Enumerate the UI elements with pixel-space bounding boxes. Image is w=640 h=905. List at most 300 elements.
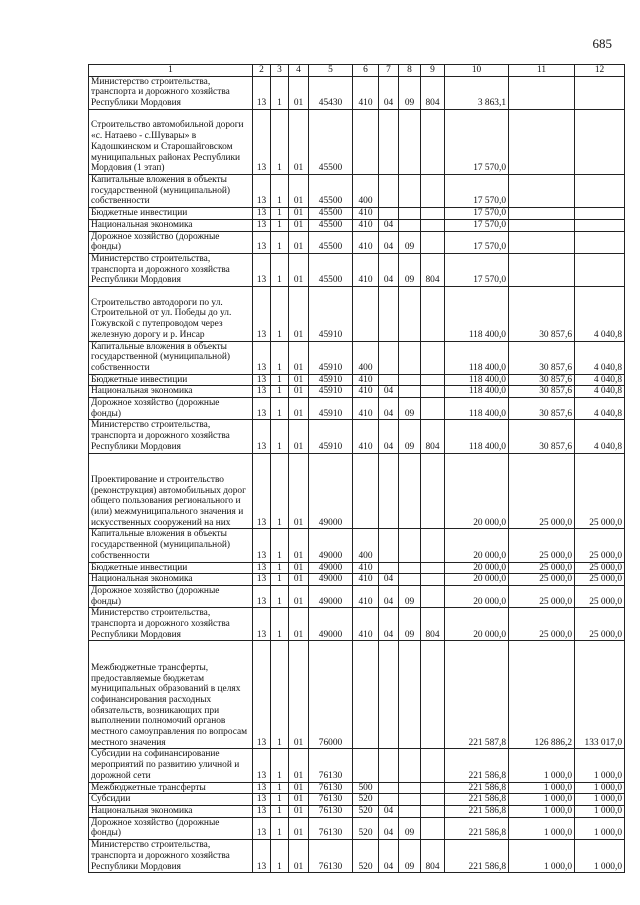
cell-col-10: 118 400,0 bbox=[445, 374, 509, 386]
cell-col-10: 20 000,0 bbox=[445, 574, 509, 586]
cell-col-5: 49000 bbox=[309, 453, 353, 529]
cell-col-9 bbox=[421, 374, 445, 386]
table-row bbox=[89, 287, 625, 342]
table-row bbox=[89, 109, 625, 174]
cell-col-6: 410 bbox=[353, 420, 379, 453]
cell-col-3: 1 bbox=[271, 453, 289, 529]
cell-col-12: 25 000,0 bbox=[575, 585, 625, 607]
cell-col-5: 45910 bbox=[309, 374, 353, 386]
cell-col-11: 25 000,0 bbox=[509, 562, 575, 574]
cell-col-8 bbox=[399, 287, 421, 342]
cell-col-6 bbox=[353, 641, 379, 749]
cell-col-2: 13 bbox=[253, 574, 271, 586]
cell-col-7 bbox=[379, 175, 399, 208]
cell-col-12: 133 017,0 bbox=[575, 641, 625, 749]
column-header-8: 8 bbox=[399, 65, 421, 77]
cell-col-12: 1 000,0 bbox=[575, 806, 625, 818]
cell-col-12: 25 000,0 bbox=[575, 574, 625, 586]
cell-col-6: 500 bbox=[353, 782, 379, 794]
cell-col-6: 410 bbox=[353, 398, 379, 420]
cell-col-8 bbox=[399, 374, 421, 386]
cell-col-6: 520 bbox=[353, 840, 379, 873]
cell-col-2: 13 bbox=[253, 398, 271, 420]
table-row bbox=[89, 208, 625, 220]
cell-col-4: 01 bbox=[289, 287, 309, 342]
column-header-6: 6 bbox=[353, 65, 379, 77]
cell-col-9 bbox=[421, 794, 445, 806]
cell-col-6: 410 bbox=[353, 231, 379, 253]
cell-col-12: 1 000,0 bbox=[575, 749, 625, 782]
cell-col-3: 1 bbox=[271, 782, 289, 794]
cell-col-7 bbox=[379, 794, 399, 806]
cell-col-2: 13 bbox=[253, 529, 271, 562]
cell-col-12: 4 040,8 bbox=[575, 398, 625, 420]
cell-col-8 bbox=[399, 749, 421, 782]
cell-col-4: 01 bbox=[289, 386, 309, 398]
cell-col-2: 13 bbox=[253, 641, 271, 749]
row-label: Национальная экономика bbox=[89, 574, 253, 586]
cell-col-9 bbox=[421, 749, 445, 782]
cell-col-5: 45500 bbox=[309, 219, 353, 231]
cell-col-12: 4 040,8 bbox=[575, 341, 625, 374]
cell-col-10: 221 586,8 bbox=[445, 749, 509, 782]
cell-col-10: 17 570,0 bbox=[445, 175, 509, 208]
cell-col-7: 04 bbox=[379, 817, 399, 839]
cell-col-8: 09 bbox=[399, 398, 421, 420]
cell-col-10: 3 863,1 bbox=[445, 76, 509, 109]
cell-col-9 bbox=[421, 574, 445, 586]
cell-col-11: 30 857,6 bbox=[509, 341, 575, 374]
cell-col-12 bbox=[575, 76, 625, 109]
row-label: Строительство автодороги по ул. Строительной от ул. Победы до ул. Гожувской с путепроводом через железную дорогу и р. Инсар bbox=[89, 287, 253, 342]
row-label: Капитальные вложения в объекты государственной (муниципальной) собственности bbox=[89, 175, 253, 208]
row-label: Капитальные вложения в объекты государственной (муниципальной) собственности bbox=[89, 529, 253, 562]
cell-col-12: 4 040,8 bbox=[575, 287, 625, 342]
cell-col-5: 76130 bbox=[309, 817, 353, 839]
cell-col-3: 1 bbox=[271, 76, 289, 109]
column-header-7: 7 bbox=[379, 65, 399, 77]
cell-col-9 bbox=[421, 817, 445, 839]
cell-col-10: 221 586,8 bbox=[445, 840, 509, 873]
cell-col-5: 76130 bbox=[309, 806, 353, 818]
cell-col-4: 01 bbox=[289, 794, 309, 806]
cell-col-8 bbox=[399, 109, 421, 174]
cell-col-5: 49000 bbox=[309, 562, 353, 574]
cell-col-5: 76130 bbox=[309, 782, 353, 794]
cell-col-10: 221 586,8 bbox=[445, 782, 509, 794]
cell-col-4: 01 bbox=[289, 749, 309, 782]
cell-col-8 bbox=[399, 641, 421, 749]
table-row bbox=[89, 806, 625, 818]
cell-col-10: 118 400,0 bbox=[445, 341, 509, 374]
cell-col-3: 1 bbox=[271, 386, 289, 398]
cell-col-12: 4 040,8 bbox=[575, 386, 625, 398]
cell-col-2: 13 bbox=[253, 175, 271, 208]
cell-col-10: 17 570,0 bbox=[445, 109, 509, 174]
cell-col-8 bbox=[399, 175, 421, 208]
cell-col-2: 13 bbox=[253, 341, 271, 374]
cell-col-8: 09 bbox=[399, 608, 421, 641]
cell-col-2: 13 bbox=[253, 253, 271, 286]
cell-col-6 bbox=[353, 453, 379, 529]
cell-col-3: 1 bbox=[271, 749, 289, 782]
cell-col-3: 1 bbox=[271, 287, 289, 342]
cell-col-5: 49000 bbox=[309, 608, 353, 641]
cell-col-9 bbox=[421, 398, 445, 420]
row-label: Проектирование и строительство (реконструкция) автомобильных дорог общего пользования регионального и (или) межмуниципального значения и искусственных сооружений на них bbox=[89, 453, 253, 529]
cell-col-6: 410 bbox=[353, 386, 379, 398]
cell-col-7: 04 bbox=[379, 76, 399, 109]
cell-col-6: 410 bbox=[353, 608, 379, 641]
cell-col-4: 01 bbox=[289, 574, 309, 586]
cell-col-3: 1 bbox=[271, 253, 289, 286]
cell-col-3: 1 bbox=[271, 219, 289, 231]
cell-col-6: 410 bbox=[353, 253, 379, 286]
cell-col-9 bbox=[421, 453, 445, 529]
cell-col-7 bbox=[379, 208, 399, 220]
table-header bbox=[89, 65, 625, 77]
page-number: 685 bbox=[592, 36, 612, 51]
cell-col-2: 13 bbox=[253, 287, 271, 342]
cell-col-8: 09 bbox=[399, 231, 421, 253]
cell-col-4: 01 bbox=[289, 453, 309, 529]
cell-col-2: 13 bbox=[253, 374, 271, 386]
cell-col-6 bbox=[353, 749, 379, 782]
cell-col-7 bbox=[379, 529, 399, 562]
cell-col-3: 1 bbox=[271, 398, 289, 420]
column-header-10: 10 bbox=[445, 65, 509, 77]
row-label: Министерство строительства, транспорта и дорожного хозяйства Республики Мордовия bbox=[89, 420, 253, 453]
cell-col-12: 1 000,0 bbox=[575, 817, 625, 839]
cell-col-5: 76130 bbox=[309, 840, 353, 873]
cell-col-4: 01 bbox=[289, 641, 309, 749]
cell-col-5: 76000 bbox=[309, 641, 353, 749]
cell-col-7: 04 bbox=[379, 386, 399, 398]
cell-col-12 bbox=[575, 175, 625, 208]
cell-col-4: 01 bbox=[289, 608, 309, 641]
cell-col-4: 01 bbox=[289, 806, 309, 818]
row-label: Субсидии bbox=[89, 794, 253, 806]
cell-col-2: 13 bbox=[253, 817, 271, 839]
cell-col-8: 09 bbox=[399, 253, 421, 286]
cell-col-9 bbox=[421, 219, 445, 231]
cell-col-9 bbox=[421, 806, 445, 818]
table-row bbox=[89, 253, 625, 286]
cell-col-11: 25 000,0 bbox=[509, 453, 575, 529]
cell-col-10: 20 000,0 bbox=[445, 608, 509, 641]
cell-col-4: 01 bbox=[289, 529, 309, 562]
cell-col-7 bbox=[379, 341, 399, 374]
cell-col-5: 45500 bbox=[309, 231, 353, 253]
cell-col-5: 45910 bbox=[309, 420, 353, 453]
cell-col-3: 1 bbox=[271, 420, 289, 453]
cell-col-10: 20 000,0 bbox=[445, 529, 509, 562]
table-row bbox=[89, 175, 625, 208]
cell-col-5: 45910 bbox=[309, 386, 353, 398]
cell-col-6: 410 bbox=[353, 219, 379, 231]
cell-col-9 bbox=[421, 175, 445, 208]
cell-col-6: 400 bbox=[353, 175, 379, 208]
row-label: Министерство строительства, транспорта и дорожного хозяйства Республики Мордовия bbox=[89, 608, 253, 641]
cell-col-4: 01 bbox=[289, 208, 309, 220]
cell-col-11: 30 857,6 bbox=[509, 420, 575, 453]
cell-col-2: 13 bbox=[253, 386, 271, 398]
table-row bbox=[89, 794, 625, 806]
row-label: Бюджетные инвестиции bbox=[89, 208, 253, 220]
cell-col-3: 1 bbox=[271, 109, 289, 174]
column-header-9: 9 bbox=[421, 65, 445, 77]
cell-col-7: 04 bbox=[379, 420, 399, 453]
column-header-4: 4 bbox=[289, 65, 309, 77]
cell-col-9 bbox=[421, 341, 445, 374]
cell-col-3: 1 bbox=[271, 585, 289, 607]
cell-col-8 bbox=[399, 386, 421, 398]
cell-col-8 bbox=[399, 453, 421, 529]
cell-col-7 bbox=[379, 749, 399, 782]
cell-col-5: 45910 bbox=[309, 287, 353, 342]
cell-col-3: 1 bbox=[271, 562, 289, 574]
cell-col-5: 76130 bbox=[309, 794, 353, 806]
cell-col-10: 20 000,0 bbox=[445, 453, 509, 529]
cell-col-11 bbox=[509, 175, 575, 208]
cell-col-8 bbox=[399, 529, 421, 562]
cell-col-11: 1 000,0 bbox=[509, 806, 575, 818]
cell-col-8 bbox=[399, 806, 421, 818]
cell-col-4: 01 bbox=[289, 109, 309, 174]
cell-col-11: 1 000,0 bbox=[509, 749, 575, 782]
row-label: Национальная экономика bbox=[89, 806, 253, 818]
cell-col-10: 17 570,0 bbox=[445, 231, 509, 253]
cell-col-11: 25 000,0 bbox=[509, 529, 575, 562]
cell-col-7 bbox=[379, 782, 399, 794]
cell-col-4: 01 bbox=[289, 175, 309, 208]
table-row bbox=[89, 641, 625, 749]
cell-col-6 bbox=[353, 287, 379, 342]
cell-col-7: 04 bbox=[379, 608, 399, 641]
cell-col-9 bbox=[421, 287, 445, 342]
cell-col-6: 400 bbox=[353, 341, 379, 374]
budget-table bbox=[88, 64, 625, 873]
cell-col-8 bbox=[399, 341, 421, 374]
cell-col-10: 20 000,0 bbox=[445, 562, 509, 574]
cell-col-7: 04 bbox=[379, 574, 399, 586]
row-label: Министерство строительства, транспорта и дорожного хозяйства Республики Мордовия bbox=[89, 76, 253, 109]
table-row bbox=[89, 562, 625, 574]
cell-col-7: 04 bbox=[379, 219, 399, 231]
cell-col-4: 01 bbox=[289, 840, 309, 873]
cell-col-12: 4 040,8 bbox=[575, 374, 625, 386]
cell-col-9 bbox=[421, 562, 445, 574]
row-label: Министерство строительства, транспорта и дорожного хозяйства Республики Мордовия bbox=[89, 253, 253, 286]
cell-col-11 bbox=[509, 76, 575, 109]
cell-col-3: 1 bbox=[271, 794, 289, 806]
cell-col-7: 04 bbox=[379, 806, 399, 818]
cell-col-3: 1 bbox=[271, 231, 289, 253]
cell-col-10: 17 570,0 bbox=[445, 219, 509, 231]
cell-col-11 bbox=[509, 208, 575, 220]
row-label: Межбюджетные трансферты bbox=[89, 782, 253, 794]
cell-col-3: 1 bbox=[271, 840, 289, 873]
cell-col-6: 520 bbox=[353, 806, 379, 818]
cell-col-4: 01 bbox=[289, 219, 309, 231]
row-label: Субсидии на софинансирование мероприятий по развитию уличной и дорожной сети bbox=[89, 749, 253, 782]
cell-col-2: 13 bbox=[253, 585, 271, 607]
table-row bbox=[89, 386, 625, 398]
table-row bbox=[89, 782, 625, 794]
cell-col-6: 410 bbox=[353, 208, 379, 220]
table-row bbox=[89, 608, 625, 641]
cell-col-5: 49000 bbox=[309, 529, 353, 562]
cell-col-12: 25 000,0 bbox=[575, 562, 625, 574]
cell-col-8 bbox=[399, 208, 421, 220]
cell-col-12 bbox=[575, 208, 625, 220]
cell-col-6: 410 bbox=[353, 374, 379, 386]
cell-col-10: 221 586,8 bbox=[445, 794, 509, 806]
cell-col-9 bbox=[421, 585, 445, 607]
table-row bbox=[89, 219, 625, 231]
cell-col-9 bbox=[421, 231, 445, 253]
cell-col-8 bbox=[399, 794, 421, 806]
cell-col-10: 118 400,0 bbox=[445, 287, 509, 342]
cell-col-4: 01 bbox=[289, 253, 309, 286]
cell-col-6: 410 bbox=[353, 76, 379, 109]
cell-col-10: 221 587,8 bbox=[445, 641, 509, 749]
cell-col-12 bbox=[575, 253, 625, 286]
cell-col-3: 1 bbox=[271, 641, 289, 749]
table-row bbox=[89, 231, 625, 253]
cell-col-10: 118 400,0 bbox=[445, 398, 509, 420]
cell-col-7 bbox=[379, 641, 399, 749]
row-label: Капитальные вложения в объекты государственной (муниципальной) собственности bbox=[89, 341, 253, 374]
cell-col-8 bbox=[399, 782, 421, 794]
cell-col-4: 01 bbox=[289, 562, 309, 574]
row-label: Бюджетные инвестиции bbox=[89, 562, 253, 574]
cell-col-2: 13 bbox=[253, 782, 271, 794]
cell-col-11: 30 857,6 bbox=[509, 398, 575, 420]
cell-col-7 bbox=[379, 287, 399, 342]
cell-col-5: 49000 bbox=[309, 585, 353, 607]
cell-col-4: 01 bbox=[289, 374, 309, 386]
cell-col-8: 09 bbox=[399, 840, 421, 873]
cell-col-7 bbox=[379, 562, 399, 574]
cell-col-7 bbox=[379, 109, 399, 174]
cell-col-12: 25 000,0 bbox=[575, 453, 625, 529]
cell-col-6: 410 bbox=[353, 585, 379, 607]
cell-col-4: 01 bbox=[289, 420, 309, 453]
cell-col-4: 01 bbox=[289, 817, 309, 839]
cell-col-2: 13 bbox=[253, 806, 271, 818]
cell-col-11 bbox=[509, 109, 575, 174]
column-header-2: 2 bbox=[253, 65, 271, 77]
cell-col-11: 1 000,0 bbox=[509, 840, 575, 873]
cell-col-7: 04 bbox=[379, 585, 399, 607]
cell-col-10: 20 000,0 bbox=[445, 585, 509, 607]
row-label: Строительство автомобильной дороги «с. Натаево - с.Шувары» в Кадошкинском и Старошайговском муниципальных районах Республики Мордовия (1 этап) bbox=[89, 109, 253, 174]
row-label: Дорожное хозяйство (дорожные фонды) bbox=[89, 231, 253, 253]
row-label: Министерство строительства, транспорта и дорожного хозяйства Республики Мордовия bbox=[89, 840, 253, 873]
cell-col-6: 520 bbox=[353, 794, 379, 806]
cell-col-11: 1 000,0 bbox=[509, 794, 575, 806]
cell-col-2: 13 bbox=[253, 562, 271, 574]
cell-col-8: 09 bbox=[399, 585, 421, 607]
row-label: Национальная экономика bbox=[89, 219, 253, 231]
cell-col-8: 09 bbox=[399, 420, 421, 453]
cell-col-9 bbox=[421, 208, 445, 220]
cell-col-3: 1 bbox=[271, 817, 289, 839]
cell-col-4: 01 bbox=[289, 585, 309, 607]
table-row bbox=[89, 420, 625, 453]
column-header-1: 1 bbox=[89, 65, 253, 77]
cell-col-6: 400 bbox=[353, 529, 379, 562]
cell-col-10: 17 570,0 bbox=[445, 208, 509, 220]
table-row bbox=[89, 585, 625, 607]
cell-col-9: 804 bbox=[421, 76, 445, 109]
row-label: Дорожное хозяйство (дорожные фонды) bbox=[89, 585, 253, 607]
cell-col-11: 30 857,6 bbox=[509, 386, 575, 398]
cell-col-2: 13 bbox=[253, 208, 271, 220]
cell-col-2: 13 bbox=[253, 76, 271, 109]
cell-col-4: 01 bbox=[289, 341, 309, 374]
row-label: Национальная экономика bbox=[89, 386, 253, 398]
cell-col-7: 04 bbox=[379, 253, 399, 286]
table-row bbox=[89, 453, 625, 529]
cell-col-2: 13 bbox=[253, 219, 271, 231]
cell-col-5: 45500 bbox=[309, 208, 353, 220]
cell-col-12: 25 000,0 bbox=[575, 608, 625, 641]
table-row bbox=[89, 749, 625, 782]
cell-col-4: 01 bbox=[289, 76, 309, 109]
column-header-3: 3 bbox=[271, 65, 289, 77]
cell-col-3: 1 bbox=[271, 529, 289, 562]
cell-col-3: 1 bbox=[271, 175, 289, 208]
cell-col-3: 1 bbox=[271, 341, 289, 374]
cell-col-10: 17 570,0 bbox=[445, 253, 509, 286]
cell-col-6: 410 bbox=[353, 574, 379, 586]
cell-col-12: 4 040,8 bbox=[575, 420, 625, 453]
row-label: Межбюджетные трансферты, предоставляемые бюджетам муниципальных образований в целях софинансирования расходных обязательств, возникающих при выполнении полномочий органов местного самоуправления по вопросам местного значения bbox=[89, 641, 253, 749]
cell-col-11: 1 000,0 bbox=[509, 817, 575, 839]
cell-col-5: 45500 bbox=[309, 109, 353, 174]
cell-col-2: 13 bbox=[253, 794, 271, 806]
cell-col-9: 804 bbox=[421, 253, 445, 286]
cell-col-12: 1 000,0 bbox=[575, 782, 625, 794]
cell-col-11 bbox=[509, 231, 575, 253]
cell-col-9 bbox=[421, 386, 445, 398]
cell-col-11 bbox=[509, 219, 575, 231]
cell-col-2: 13 bbox=[253, 231, 271, 253]
cell-col-12: 1 000,0 bbox=[575, 840, 625, 873]
cell-col-2: 13 bbox=[253, 453, 271, 529]
cell-col-8: 09 bbox=[399, 817, 421, 839]
cell-col-8 bbox=[399, 219, 421, 231]
cell-col-3: 1 bbox=[271, 208, 289, 220]
cell-col-12 bbox=[575, 109, 625, 174]
cell-col-9: 804 bbox=[421, 840, 445, 873]
cell-col-12 bbox=[575, 219, 625, 231]
table-body bbox=[89, 76, 625, 873]
cell-col-5: 45910 bbox=[309, 341, 353, 374]
cell-col-4: 01 bbox=[289, 231, 309, 253]
cell-col-11: 126 886,2 bbox=[509, 641, 575, 749]
column-header-12: 12 bbox=[575, 65, 625, 77]
cell-col-11: 30 857,6 bbox=[509, 374, 575, 386]
cell-col-7: 04 bbox=[379, 231, 399, 253]
cell-col-4: 01 bbox=[289, 782, 309, 794]
cell-col-3: 1 bbox=[271, 608, 289, 641]
column-header-5: 5 bbox=[309, 65, 353, 77]
cell-col-3: 1 bbox=[271, 574, 289, 586]
cell-col-9 bbox=[421, 529, 445, 562]
